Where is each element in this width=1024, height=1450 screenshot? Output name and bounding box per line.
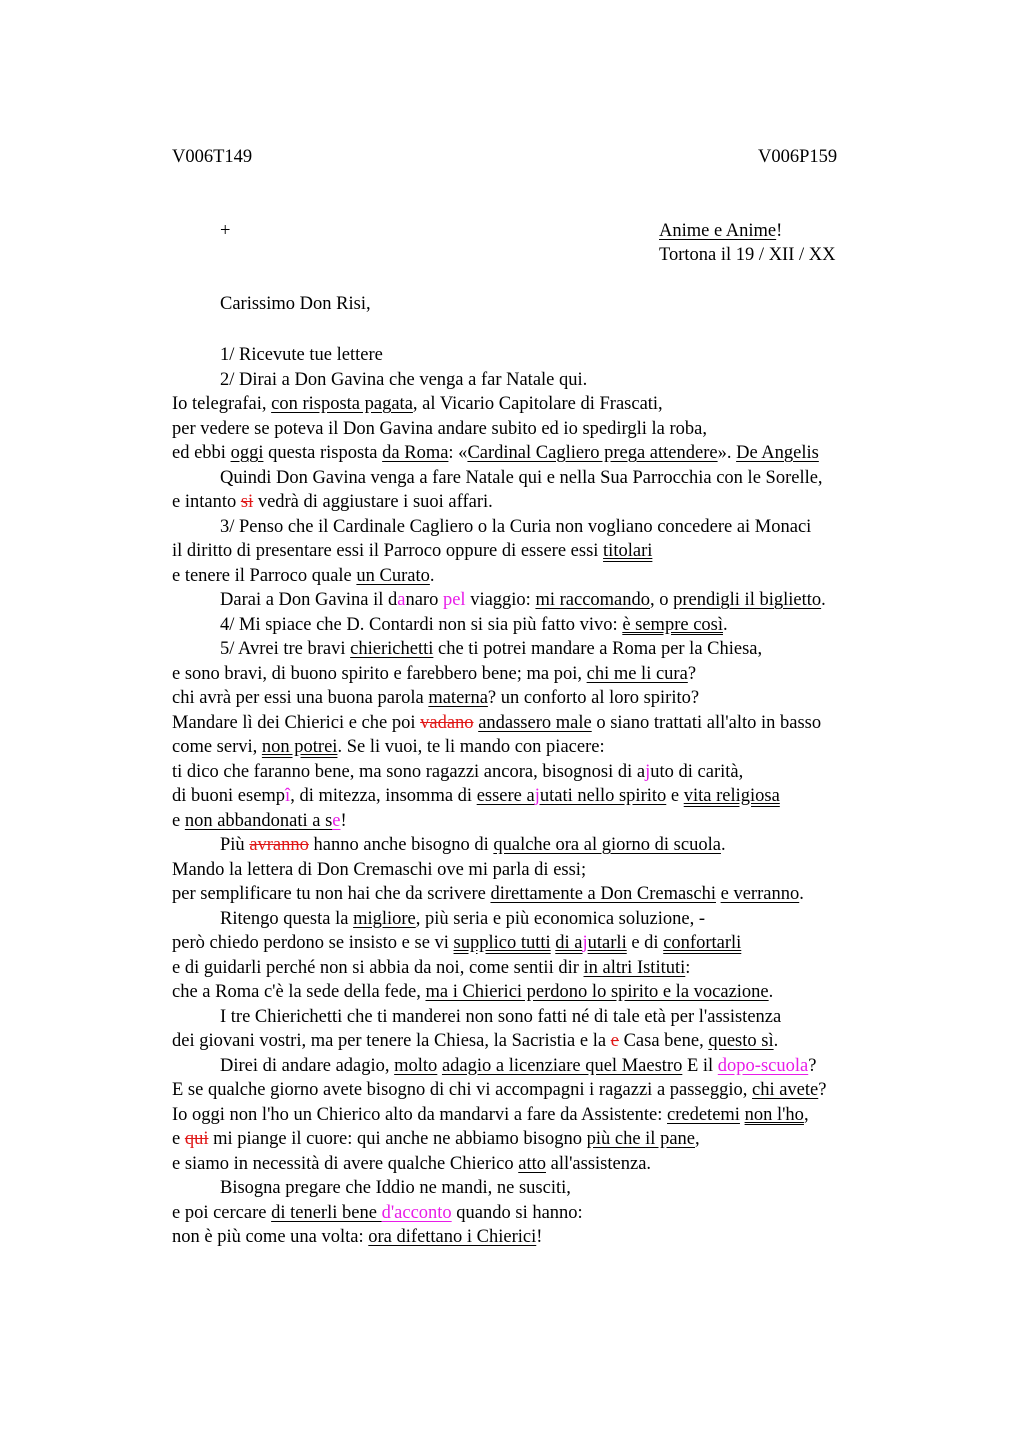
- line-text: dei giovani vostri, ma per tenere la Chiesa, la Sacristia e la: [172, 1031, 611, 1051]
- marked-text: titolari: [603, 541, 653, 561]
- line-text: quando si hanno:: [451, 1202, 583, 1223]
- line-text: : «: [448, 443, 468, 463]
- header-right-code: V006P159: [758, 147, 838, 167]
- line-text: o siano trattati all'alto in basso: [591, 712, 822, 733]
- letter-line: [172, 882, 952, 907]
- deleted-text: vadano: [420, 712, 474, 733]
- letter-line: [172, 368, 952, 393]
- line-text: Direi di andare adagio,: [220, 1055, 395, 1076]
- marked-text: questo sì: [708, 1031, 774, 1051]
- line-text: E il: [682, 1055, 718, 1076]
- line-text: ».: [717, 443, 737, 463]
- letter-line: [172, 1225, 952, 1250]
- letter-line: [172, 760, 952, 785]
- letter-title-text: Anime e Anime: [659, 221, 777, 241]
- letter-line: [172, 1103, 952, 1128]
- marked-text: confortarli: [663, 933, 742, 953]
- marked-text: supplico tutti: [453, 933, 551, 953]
- line-text: ,: [803, 1104, 809, 1125]
- cross-mark: +: [220, 221, 231, 241]
- line-text: per vedere se poteva il Don Gavina andare subito ed io spedirgli la roba,: [172, 418, 707, 439]
- line-text: uto di carità,: [650, 761, 744, 782]
- line-text: .: [821, 590, 826, 610]
- letter-line: [172, 515, 952, 540]
- marked-text: ma i Chierici perdono lo spirito e la vocazione: [425, 982, 769, 1002]
- letter-line: [172, 1005, 952, 1030]
- line-text: Casa bene,: [618, 1031, 709, 1051]
- marked-text: chi avete: [752, 1080, 819, 1100]
- letter-line: [172, 931, 952, 956]
- line-text: e siamo in necessità di avere qualche Chierico: [172, 1153, 519, 1174]
- marked-text: j: [582, 933, 588, 953]
- deleted-text: si: [240, 492, 254, 512]
- letter-line: [172, 564, 952, 589]
- line-text: di buoni esemp: [172, 786, 286, 806]
- letter-line: [172, 1054, 952, 1079]
- letter-line: [172, 343, 952, 368]
- line-text: e di guidarli perché non si abbia da noi, come sentii dir: [172, 957, 584, 978]
- line-text: Io oggi non l'ho un Chierico alto da mandarvi a fare da Assistente:: [172, 1104, 668, 1125]
- marked-text: utati nello spirito: [539, 786, 667, 806]
- line-text: e: [172, 810, 185, 831]
- line-text: !: [340, 810, 347, 831]
- marked-text: pel: [442, 590, 466, 610]
- line-text: questa risposta: [263, 443, 383, 463]
- marked-text: De Angelis: [736, 443, 819, 463]
- letter-line: [172, 735, 952, 760]
- marked-text: a: [397, 590, 406, 610]
- letter-line: [172, 809, 952, 834]
- line-text: .: [723, 614, 728, 635]
- line-text: ? un conforto al loro spirito?: [487, 688, 700, 708]
- line-text: ,: [695, 1129, 700, 1149]
- marked-text: utarli: [587, 933, 627, 953]
- line-text: naro: [405, 590, 443, 610]
- marked-text: credetemi: [667, 1104, 740, 1125]
- line-text: , più seria e più economica soluzione, -: [415, 908, 705, 929]
- letter-title: [659, 221, 782, 242]
- line-text: ?: [687, 663, 697, 684]
- letter-line: [172, 711, 952, 736]
- line-text: E se qualche giorno avete bisogno di chi vi accompagni i ragazzi a passeggio,: [172, 1080, 752, 1100]
- letter-line: [172, 833, 952, 858]
- line-text: e poi cercare: [172, 1202, 272, 1223]
- letter-line: [172, 392, 952, 417]
- line-text: e: [172, 1129, 185, 1149]
- line-text: mi piange il cuore: qui anche ne abbiamo bisogno: [208, 1129, 587, 1149]
- line-text: .: [720, 835, 726, 855]
- marked-text: è sempre così: [622, 614, 723, 635]
- line-text: all'assistenza.: [545, 1153, 652, 1174]
- line-text: , al Vicario Capitolare di Frascati,: [412, 394, 663, 414]
- marked-text: vita religiosa: [683, 786, 780, 806]
- line-text: Ritengo questa la: [220, 908, 354, 929]
- letter-line: [172, 1152, 952, 1177]
- marked-text: non l'ho: [744, 1104, 804, 1125]
- letter-line: [172, 417, 952, 442]
- marked-text: chi me li cura: [586, 663, 688, 684]
- marked-text: più che il pane: [586, 1129, 695, 1149]
- marked-text: materna: [428, 688, 488, 708]
- line-text: viaggio:: [465, 590, 536, 610]
- letter-line: [172, 1201, 952, 1226]
- line-text: , di mitezza, insomma di: [290, 786, 477, 806]
- line-text: !: [536, 1227, 543, 1247]
- letter-line: [172, 907, 952, 932]
- letter-line: [172, 662, 952, 687]
- letter-line: [172, 956, 952, 981]
- marked-text: ora difettano i Chierici: [368, 1227, 537, 1247]
- line-text: .: [773, 1031, 779, 1051]
- line-text: come servi,: [172, 737, 262, 757]
- marked-text: oggi: [230, 443, 264, 463]
- line-text: Quindi Don Gavina venga a fare Natale qui e nella Sua Parrocchia con le Sorelle,: [220, 467, 823, 488]
- line-text: Darai a Don Gavina il d: [220, 590, 398, 610]
- letter-line: [172, 1176, 952, 1201]
- marked-text: un Curato: [356, 565, 430, 586]
- letter-line: [172, 1078, 952, 1103]
- line-text: ?: [808, 1055, 817, 1076]
- marked-text: in altri Istituti: [583, 957, 686, 978]
- line-text: e sono bravi, di buono spirito e farebbero bene; ma poi,: [172, 663, 587, 684]
- line-text: .: [799, 884, 804, 904]
- letter-line: [172, 588, 952, 613]
- marked-text: migliore: [353, 908, 416, 929]
- marked-text: non potrei: [261, 737, 338, 757]
- line-text: che a Roma c'è la sede della fede,: [172, 982, 426, 1002]
- line-text: il diritto di presentare essi il Parroco oppure di essere essi: [172, 541, 604, 561]
- marked-text: con risposta pagata: [271, 394, 413, 414]
- marked-text: adagio a licenziare quel Maestro: [441, 1055, 683, 1076]
- marked-text: da Roma: [382, 443, 449, 463]
- line-text: 2/ Dirai a Don Gavina che venga a far Natale qui.: [220, 369, 588, 390]
- line-text: 4/ Mi spiace che D. Contardi non si sia più fatto vivo:: [220, 614, 623, 635]
- marked-text: essere a: [476, 786, 535, 806]
- line-text: .: [429, 565, 435, 586]
- line-text: I tre Chierichetti che ti manderei non sono fatti né di tale età per l'assistenza: [220, 1006, 782, 1027]
- letter-body: [172, 343, 952, 1250]
- line-text: e tenere il Parroco quale: [172, 565, 357, 586]
- letter-line: [172, 613, 952, 638]
- line-text: però chiedo perdono se insisto e se vi: [172, 933, 454, 953]
- marked-text: qualche ora al giorno di scuola: [493, 835, 721, 855]
- letter-line: [172, 784, 952, 809]
- line-text: Io telegrafai,: [172, 394, 272, 414]
- greeting: Carissimo Don Risi,: [220, 294, 371, 314]
- marked-text: molto: [394, 1055, 438, 1076]
- line-text: chi avrà per essi una buona parola: [172, 688, 429, 708]
- letter-line: [172, 1127, 952, 1152]
- marked-text: mi raccomando: [535, 590, 651, 610]
- letter-line: [172, 637, 952, 662]
- marked-text: î: [285, 786, 291, 806]
- line-text: che ti potrei mandare a Roma per la Chiesa,: [433, 639, 763, 659]
- letter-line: [172, 539, 952, 564]
- line-text: 3/ Penso che il Cardinale Cagliero o la Curia non vogliano concedere ai Monaci: [220, 516, 812, 537]
- header-left-code: V006T149: [172, 147, 253, 167]
- marked-text: e: [332, 810, 341, 831]
- letter-title-end: !: [776, 221, 783, 241]
- line-text: Mando la lettera di Don Cremaschi ove mi parla di essi;: [172, 859, 587, 880]
- line-text: Mandare lì dei Chierici e che poi: [172, 712, 421, 733]
- line-text: ti dico che faranno bene, ma sono ragazzi ancora, bisognosi di a: [172, 761, 646, 782]
- marked-text: d'acconto: [381, 1202, 452, 1223]
- marked-text: Cardinal Cagliero prega attendere: [467, 443, 718, 463]
- line-text: . Se li vuoi, te li mando con piacere:: [337, 737, 605, 757]
- letter-line: [172, 441, 952, 466]
- letter-line: [172, 490, 952, 515]
- letter-line: [172, 686, 952, 711]
- marked-text: non abbandonati a s: [184, 810, 333, 831]
- marked-text: chierichetti: [350, 639, 434, 659]
- marked-text: andassero male: [478, 712, 592, 733]
- marked-text: dopo-scuola: [717, 1055, 809, 1076]
- marked-text: j: [534, 786, 540, 806]
- marked-text: di a: [555, 933, 583, 953]
- marked-text: j: [645, 761, 651, 782]
- line-text: e: [666, 786, 684, 806]
- line-text: :: [685, 957, 691, 978]
- line-text: , o: [650, 590, 674, 610]
- deleted-text: avranno: [249, 835, 309, 855]
- deleted-text: e: [610, 1031, 619, 1051]
- line-text: per semplificare tu non hai che da scrivere: [172, 884, 491, 904]
- line-text: .: [768, 982, 774, 1002]
- line-text: 5/ Avrei tre bravi: [220, 639, 351, 659]
- letter-line: [172, 466, 952, 491]
- marked-text: atto: [518, 1153, 546, 1174]
- line-text: e di: [626, 933, 664, 953]
- marked-text: di tenerli bene: [271, 1202, 382, 1223]
- line-text: Bisogna pregare che Iddio ne mandi, ne susciti,: [220, 1178, 571, 1198]
- line-text: non è più come una volta:: [172, 1227, 369, 1247]
- marked-text: prendigli il biglietto: [673, 590, 822, 610]
- marked-text: e verranno: [720, 884, 800, 904]
- line-text: ed ebbi: [172, 443, 231, 463]
- place-date: Tortona il 19 / XII / XX: [659, 245, 836, 265]
- letter-line: [172, 980, 952, 1005]
- marked-text: direttamente a Don Cremaschi: [490, 884, 716, 904]
- deleted-text: qui: [184, 1129, 209, 1149]
- letter-line: [172, 1029, 952, 1054]
- line-text: hanno anche bisogno di: [308, 835, 494, 855]
- line-text: 1/ Ricevute tue lettere: [220, 345, 383, 365]
- line-text: Più: [220, 835, 250, 855]
- line-text: e intanto: [172, 492, 241, 512]
- line-text: vedrà di aggiustare i suoi affari.: [253, 492, 493, 512]
- letter-line: [172, 858, 952, 883]
- line-text: ?: [818, 1080, 827, 1100]
